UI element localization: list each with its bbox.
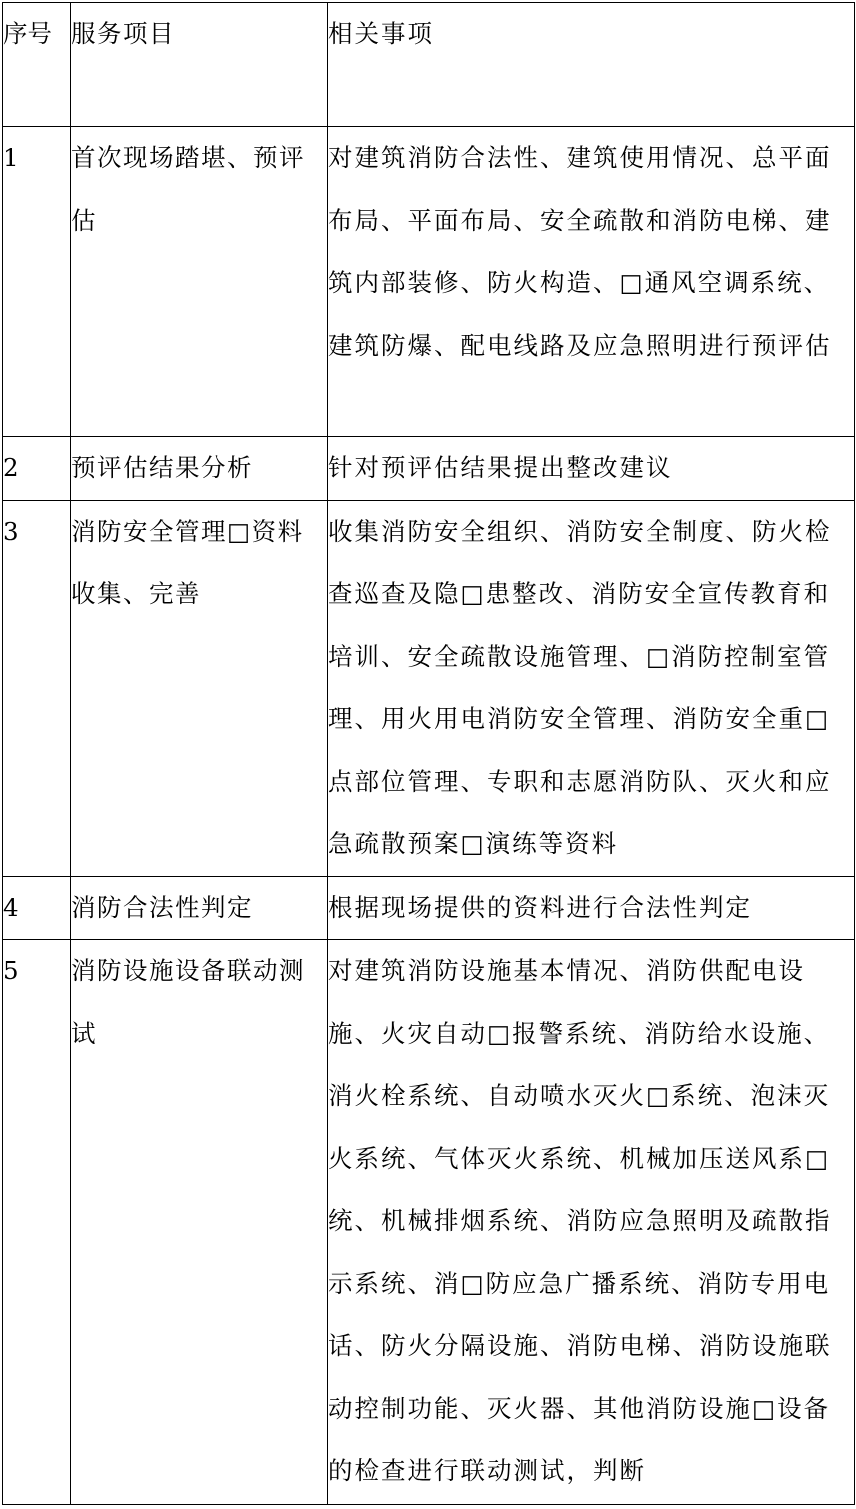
row-num: 5 [3, 940, 71, 1505]
row-item: 首次现场踏堪、预评估 [71, 127, 328, 437]
row-item: 消防合法性判定 [71, 876, 328, 940]
row-detail: 针对预评估结果提出整改建议 [328, 437, 855, 501]
table-row [3, 437, 855, 501]
table-row [3, 500, 855, 876]
row-detail: 对建筑消防合法性、建筑使用情况、总平面布局、平面布局、安全疏散和消防电梯、建筑内部装修、防火构造、□通风空调系统、建筑防爆、配电线路及应急照明进行预评估 [328, 127, 855, 437]
row-num: 1 [3, 127, 71, 437]
table-row [3, 876, 855, 940]
row-num: 3 [3, 500, 71, 876]
row-item: 预评估结果分析 [71, 437, 328, 501]
service-table [2, 2, 855, 1505]
header-num: 序号 [3, 3, 71, 127]
table-row [3, 127, 855, 437]
row-num: 4 [3, 876, 71, 940]
header-item: 服务项目 [71, 3, 328, 127]
header-detail: 相关事项 [328, 3, 855, 127]
row-detail: 收集消防安全组织、消防安全制度、防火检查巡查及隐□患整改、消防安全宣传教育和培训、安全疏散设施管理、□消防控制室管理、用火用电消防安全管理、消防安全重□点部位管理、专职和志愿消防队、灭火和应急疏散预案□演练等资料 [328, 500, 855, 876]
row-detail: 对建筑消防设施基本情况、消防供配电设施、火灾自动□报警系统、消防给水设施、消火栓系统、自动喷水灭火□系统、泡沫灭火系统、气体灭火系统、机械加压送风系□统、机械排烟系统、消防应急照明及疏散指示系统、消□防应急广播系统、消防专用电话、防火分隔设施、消防电梯、消防设施联动控制功能、灭火器、其他消防设施□设备的检查进行联动测试，判断 [328, 940, 855, 1505]
row-detail: 根据现场提供的资料进行合法性判定 [328, 876, 855, 940]
table-header-row [3, 3, 855, 127]
row-item: 消防设施设备联动测试 [71, 940, 328, 1505]
table-row [3, 940, 855, 1505]
row-num: 2 [3, 437, 71, 501]
row-item: 消防安全管理□资料收集、完善 [71, 500, 328, 876]
